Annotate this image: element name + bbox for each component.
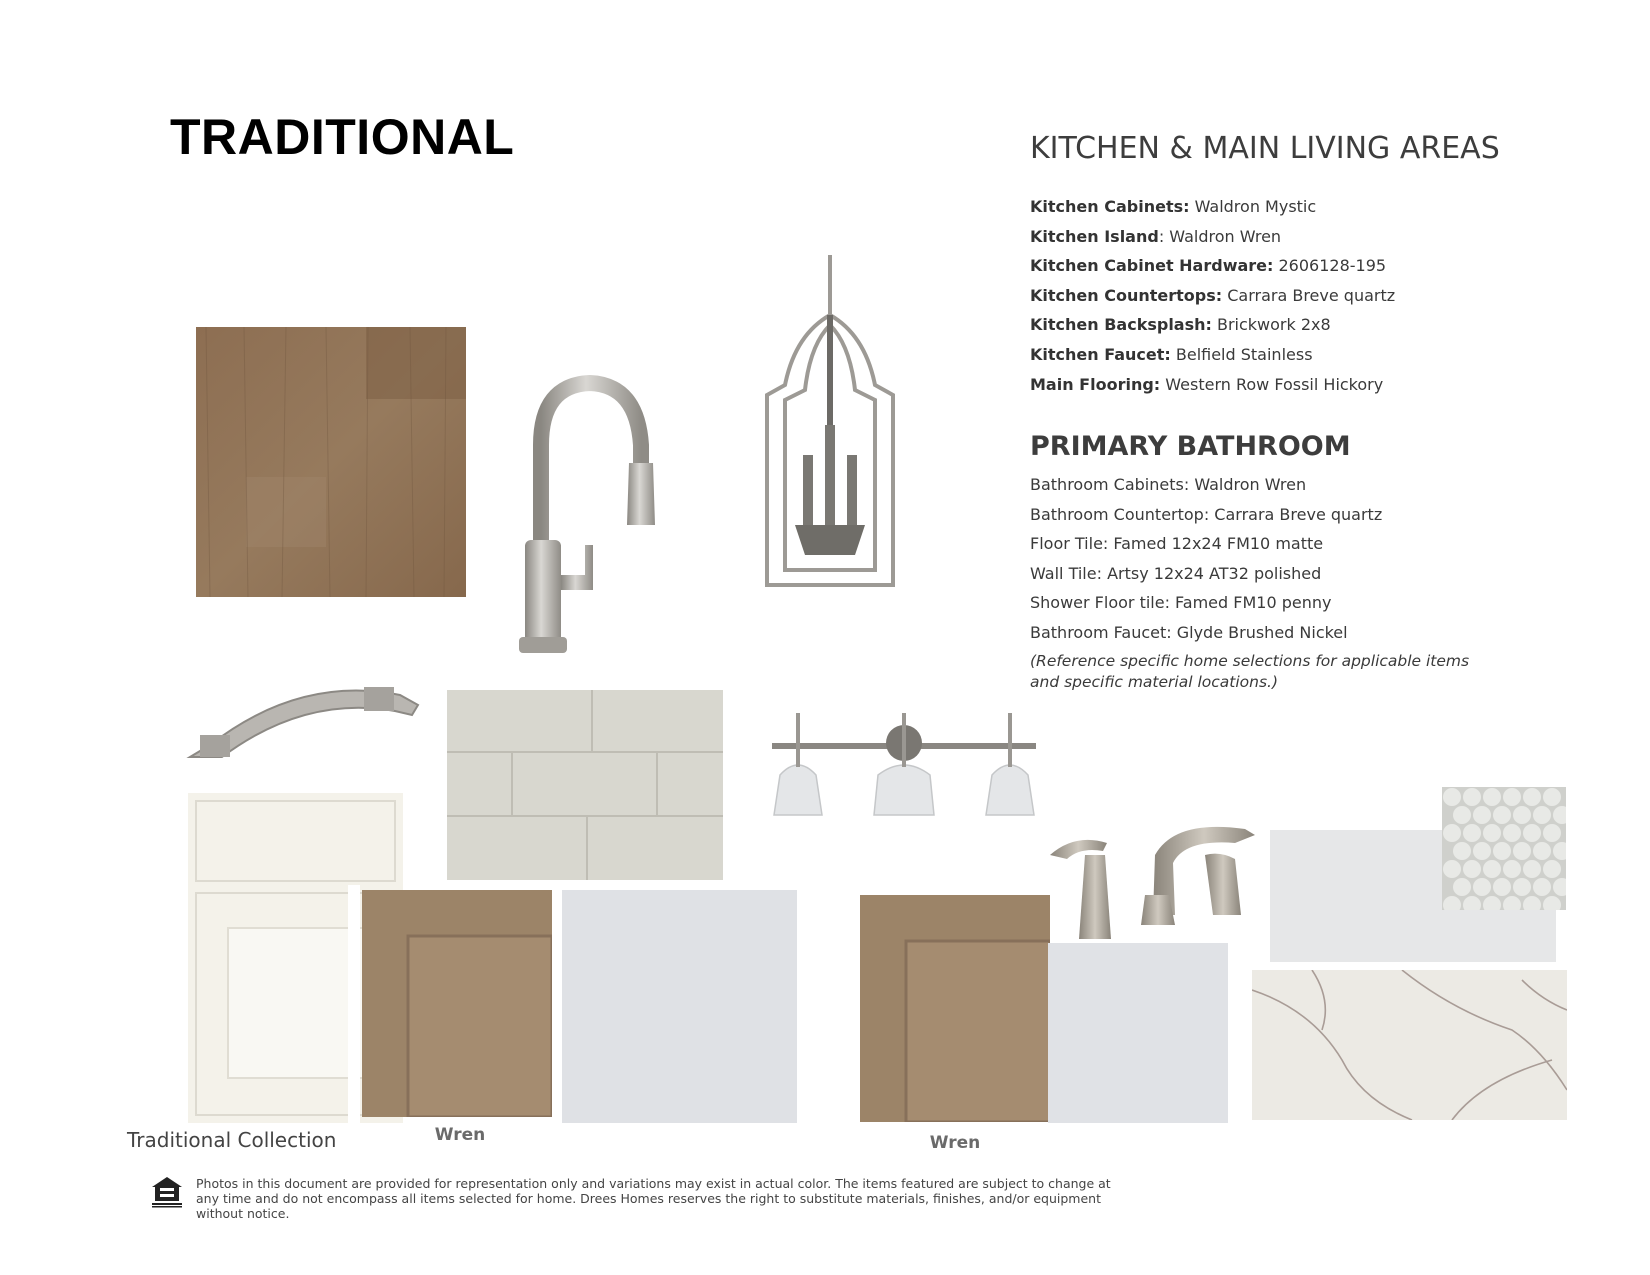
kitchen-spec-item (1030, 192, 1395, 222)
wren-island-cabinet-swatch (362, 890, 552, 1117)
spec-label: Main Flooring: (1030, 374, 1161, 394)
bathroom-heading: PRIMARY BATHROOM (1030, 431, 1351, 462)
kitchen-heading: KITCHEN & MAIN LIVING AREAS (1030, 131, 1500, 166)
spec-value: Waldron Mystic (1189, 197, 1317, 216)
spec-value: Brickwork 2x8 (1211, 315, 1331, 335)
spec-value: 2606128-195 (1273, 256, 1387, 276)
kitchen-spec-item (1030, 281, 1395, 311)
bathroom-spec-item: Floor Tile: Famed 12x24 FM10 matte (1030, 534, 1324, 554)
spec-label: Kitchen Cabinet Hardware: (1030, 256, 1274, 276)
kitchen-spec-item (1030, 340, 1395, 370)
kitchen-spec-item (1030, 222, 1395, 252)
kitchen-spec-item (1030, 251, 1395, 281)
cabinet-hardware-pull-image (180, 665, 420, 765)
bathroom-spec-item: Shower Floor tile: Famed FM10 penny (1030, 593, 1332, 613)
kitchen-spec-list (1030, 192, 1395, 399)
penny-tile-swatch (1442, 787, 1566, 910)
kitchen-spec-item (1030, 310, 1395, 340)
kitchen-quartz-countertop-swatch (562, 890, 797, 1123)
kitchen-pendant-light-image (755, 255, 905, 600)
brickwork-backsplash-swatch (447, 690, 723, 880)
disclaimer-text: Photos in this document are provided for representation only and variations may exist in actual color. The items featured are subject to change at any time and do not encompass all items selected for home. Drees Homes reserves the right to substitute materials, finishes, and/or equipment without notice. (196, 1176, 1111, 1221)
page-title: TRADITIONAL (170, 109, 515, 165)
spec-label: Kitchen Faucet: (1030, 344, 1171, 364)
spec-value: Western Row Fossil Hickory (1160, 374, 1384, 394)
spec-value: : Waldron Wren (1158, 226, 1282, 246)
bathroom-quartz-countertop-swatch (1048, 943, 1228, 1123)
kitchen-faucet-image (515, 375, 665, 660)
bathroom-spec-item: Bathroom Countertop: Carrara Breve quartz (1030, 504, 1383, 524)
spec-label: Kitchen Island (1030, 226, 1159, 246)
spec-label: Kitchen Countertops: (1030, 285, 1223, 305)
marble-floor-tile-swatch (1252, 970, 1567, 1120)
wren-bathroom-cabinet-swatch (860, 895, 1050, 1122)
spec-value: Belfield Stainless (1170, 344, 1313, 364)
collection-label: Traditional Collection (127, 1128, 337, 1152)
bathroom-faucet-image (1045, 815, 1265, 945)
equal-housing-opportunity-icon (150, 1175, 184, 1209)
bathroom-swatch-label: Wren (929, 1133, 981, 1153)
island-swatch-label: Wren (434, 1125, 486, 1145)
spec-label: Kitchen Backsplash: (1030, 315, 1212, 335)
swatch-gap (348, 885, 360, 1123)
hickory-flooring-swatch (196, 327, 466, 597)
bathroom-spec-item: Wall Tile: Artsy 12x24 AT32 polished (1030, 563, 1322, 583)
bathroom-spec-item: Bathroom Faucet: Glyde Brushed Nickel (1030, 622, 1348, 642)
vanity-light-image (768, 705, 1040, 820)
bathroom-spec-item: Bathroom Cabinets: Waldron Wren (1030, 475, 1307, 494)
spec-value: Carrara Breve quartz (1222, 285, 1396, 305)
selection-note: (Reference specific home selections for applicable items and specific material locations.) (1030, 652, 1470, 691)
spec-label: Kitchen Cabinets: (1030, 197, 1190, 216)
kitchen-spec-item (1030, 370, 1395, 400)
bathroom-spec-list (1030, 470, 1382, 648)
